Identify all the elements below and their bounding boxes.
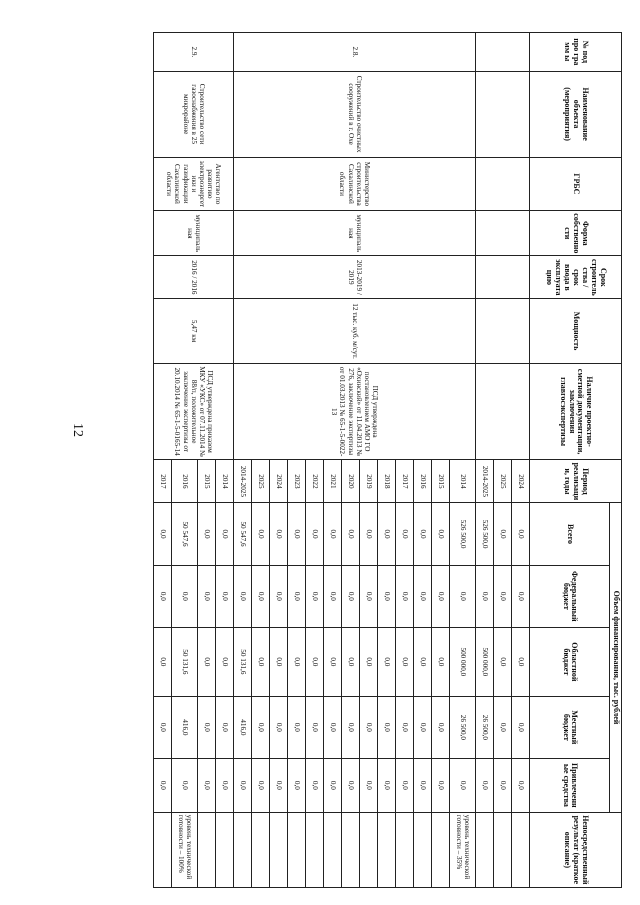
cell-total: 0,0: [252, 503, 270, 565]
cell-local: 0,0: [324, 696, 342, 758]
cell-year: 2024: [512, 460, 530, 503]
cell-other: 0,0: [360, 759, 378, 813]
cell-total: 0,0: [414, 503, 432, 565]
cell-federal: 0,0: [476, 565, 494, 627]
cell-regional: 0,0: [494, 627, 512, 696]
cell-other: 0,0: [306, 759, 324, 813]
cell-regional: 0,0: [512, 627, 530, 696]
cell-other: 0,0: [476, 759, 494, 813]
empty-cell: [476, 71, 530, 157]
header-federal: Федеральный бюджет: [530, 565, 610, 627]
project-ownership: муниципальная: [154, 211, 234, 256]
project-term: 2016 / 2016: [154, 256, 234, 299]
cell-year: 2019: [360, 460, 378, 503]
project-ownership: муниципальная: [234, 211, 476, 256]
cell-local: 0,0: [414, 696, 432, 758]
cell-total: 0,0: [270, 503, 288, 565]
cell-local: 0,0: [198, 696, 216, 758]
cell-regional: 0,0: [324, 627, 342, 696]
cell-year: 2014: [450, 460, 476, 503]
table-row: [216, 33, 234, 888]
cell-regional: 0,0: [414, 627, 432, 696]
cell-result: [288, 812, 306, 887]
cell-result: [378, 812, 396, 887]
cell-other: 0,0: [512, 759, 530, 813]
cell-federal: 0,0: [172, 565, 198, 627]
cell-regional: 0,0: [252, 627, 270, 696]
project-capacity: 5,47 км: [154, 299, 234, 363]
cell-federal: 0,0: [252, 565, 270, 627]
cell-regional: 0,0: [360, 627, 378, 696]
finance-table: [153, 32, 622, 888]
cell-result: [324, 812, 342, 887]
cell-total: 0,0: [288, 503, 306, 565]
cell-total: 50 547,6: [172, 503, 198, 565]
cell-total: 526 500,0: [450, 503, 476, 565]
cell-other: 0,0: [288, 759, 306, 813]
cell-local: 0,0: [360, 696, 378, 758]
cell-result: уровень технической готовности – 35%: [450, 812, 476, 887]
cell-result: [414, 812, 432, 887]
cell-regional: 0,0: [342, 627, 360, 696]
cell-result: [512, 812, 530, 887]
empty-cell: [476, 363, 530, 460]
empty-cell: [476, 157, 530, 211]
project-capacity: 12 тыс. куб. м/сут.: [234, 299, 476, 363]
cell-total: 0,0: [198, 503, 216, 565]
project-grbs: Агентство по развитию электроэнергетики и газификации Сахалинской области: [154, 157, 234, 211]
cell-local: 0,0: [306, 696, 324, 758]
cell-total: 0,0: [154, 503, 172, 565]
project-docs: ПСД утверждена приказом МКУ «УКС» от 07.11.2014 № 88/п, положительное заключение экспертизы от 20.10.2014 № 65-1-5-0165-14: [154, 363, 234, 460]
cell-regional: 0,0: [306, 627, 324, 696]
cell-total: 0,0: [432, 503, 450, 565]
cell-federal: 0,0: [378, 565, 396, 627]
cell-total: 0,0: [306, 503, 324, 565]
cell-result: [270, 812, 288, 887]
page-number: 12: [70, 423, 85, 437]
cell-local: 26 500,0: [450, 696, 476, 758]
cell-federal: 0,0: [512, 565, 530, 627]
header-finance-group: Объем финансирования, тыс. рублей: [610, 503, 622, 812]
cell-regional: 0,0: [216, 627, 234, 696]
cell-federal: 0,0: [216, 565, 234, 627]
rotated-table-wrapper: [44, 32, 622, 888]
cell-federal: 0,0: [306, 565, 324, 627]
cell-year: 2021: [324, 460, 342, 503]
cell-local: 0,0: [216, 696, 234, 758]
cell-result: [234, 812, 252, 887]
cell-other: 0,0: [154, 759, 172, 813]
cell-local: 0,0: [512, 696, 530, 758]
cell-total: 0,0: [378, 503, 396, 565]
cell-regional: 0,0: [154, 627, 172, 696]
cell-year: 2023: [288, 460, 306, 503]
cell-other: 0,0: [324, 759, 342, 813]
cell-result: [432, 812, 450, 887]
project-num: 2.9.: [154, 33, 234, 72]
cell-total: 0,0: [342, 503, 360, 565]
cell-total: 0,0: [494, 503, 512, 565]
cell-result: [154, 812, 172, 887]
cell-year: 2017: [396, 460, 414, 503]
cell-result: [476, 812, 494, 887]
header-docs: Наличие проектно-сметной документации, заключения главгосэкспертизы: [530, 363, 622, 460]
cell-regional: 500 000,0: [476, 627, 494, 696]
cell-other: 0,0: [216, 759, 234, 813]
cell-year: 2017: [154, 460, 172, 503]
cell-year: 2016: [172, 460, 198, 503]
cell-year: 2016: [414, 460, 432, 503]
cell-federal: 0,0: [154, 565, 172, 627]
cell-local: 0,0: [154, 696, 172, 758]
header-total: Всего: [530, 503, 610, 565]
cell-federal: 0,0: [288, 565, 306, 627]
project-num: 2.8.: [234, 33, 476, 72]
cell-local: 0,0: [288, 696, 306, 758]
cell-result: [342, 812, 360, 887]
cell-federal: 0,0: [432, 565, 450, 627]
cell-total: 0,0: [216, 503, 234, 565]
cell-local: 0,0: [396, 696, 414, 758]
cell-year: 2014: [216, 460, 234, 503]
cell-year: 2018: [378, 460, 396, 503]
cell-other: 0,0: [378, 759, 396, 813]
project-docs: ПСД утверждена постановлением АМО ГО «Охинский» от 11.04.2013 № 276, заключение экспертизы от 01.03.2013 № 65-1-5-0022-13: [234, 363, 476, 460]
cell-year: 2025: [252, 460, 270, 503]
cell-total: 526 500,0: [476, 503, 494, 565]
cell-result: [360, 812, 378, 887]
cell-year: 2024: [270, 460, 288, 503]
cell-federal: 0,0: [270, 565, 288, 627]
cell-federal: 0,0: [450, 565, 476, 627]
cell-regional: 0,0: [396, 627, 414, 696]
cell-result: [494, 812, 512, 887]
cell-other: 0,0: [396, 759, 414, 813]
cell-regional: 0,0: [432, 627, 450, 696]
cell-other: 0,0: [432, 759, 450, 813]
cell-federal: 0,0: [324, 565, 342, 627]
empty-cell: [476, 256, 530, 299]
cell-result: [198, 812, 216, 887]
project-name: Строительство сети газоснабжения в 25 микрорайоне: [154, 71, 234, 157]
cell-federal: 0,0: [234, 565, 252, 627]
cell-local: 416,0: [172, 696, 198, 758]
project-term: 2013-2019 / 2019: [234, 256, 476, 299]
cell-local: 0,0: [378, 696, 396, 758]
cell-year: 2015: [198, 460, 216, 503]
cell-federal: 0,0: [414, 565, 432, 627]
cell-local: 0,0: [494, 696, 512, 758]
cell-other: 0,0: [198, 759, 216, 813]
cell-year: 2025: [494, 460, 512, 503]
cell-local: 0,0: [252, 696, 270, 758]
cell-regional: 0,0: [378, 627, 396, 696]
cell-result: уровень технической готовности – 100%: [172, 812, 198, 887]
cell-year: 2014-2025: [476, 460, 494, 503]
empty-cell: [476, 299, 530, 363]
cell-local: 0,0: [432, 696, 450, 758]
cell-other: 0,0: [252, 759, 270, 813]
table-row: [512, 33, 530, 888]
cell-other: 0,0: [270, 759, 288, 813]
header-num: № под про гра мм ы: [530, 33, 622, 72]
header-other: Привлеченные средства: [530, 759, 610, 813]
cell-total: 0,0: [512, 503, 530, 565]
cell-year: 2022: [306, 460, 324, 503]
cell-other: 0,0: [342, 759, 360, 813]
project-grbs: Министерство строительства Сахалинской области: [234, 157, 476, 211]
table-body: [154, 33, 530, 888]
cell-regional: 0,0: [198, 627, 216, 696]
empty-cell: [476, 211, 530, 256]
cell-year: 2015: [432, 460, 450, 503]
cell-other: 0,0: [414, 759, 432, 813]
cell-local: 26 500,0: [476, 696, 494, 758]
project-name: Строительство очистных сооружений в г. Охе: [234, 71, 476, 157]
cell-local: 0,0: [342, 696, 360, 758]
cell-other: 0,0: [450, 759, 476, 813]
cell-federal: 0,0: [342, 565, 360, 627]
cell-total: 0,0: [324, 503, 342, 565]
cell-regional: 500 000,0: [450, 627, 476, 696]
cell-federal: 0,0: [198, 565, 216, 627]
header-ownership: Форма собственности: [530, 211, 622, 256]
cell-regional: 50 131,6: [172, 627, 198, 696]
cell-total: 50 547,6: [234, 503, 252, 565]
cell-regional: 0,0: [270, 627, 288, 696]
header-grbs: ГРБС: [530, 157, 622, 211]
cell-local: 0,0: [270, 696, 288, 758]
cell-other: 0,0: [172, 759, 198, 813]
cell-result: [306, 812, 324, 887]
cell-total: 0,0: [360, 503, 378, 565]
cell-other: 0,0: [234, 759, 252, 813]
cell-federal: 0,0: [396, 565, 414, 627]
cell-result: [252, 812, 270, 887]
header-name: Наименование объекта (мероприятия): [530, 71, 622, 157]
cell-other: 0,0: [494, 759, 512, 813]
header-result: Непосредственный результат (краткое описание): [530, 812, 622, 887]
cell-year: 2020: [342, 460, 360, 503]
header-capacity: Мощность: [530, 299, 622, 363]
cell-result: [396, 812, 414, 887]
cell-regional: 50 131,6: [234, 627, 252, 696]
table-row: [450, 33, 476, 888]
cell-result: [216, 812, 234, 887]
cell-regional: 0,0: [288, 627, 306, 696]
cell-year: 2014-2025: [234, 460, 252, 503]
header-period: Период реализации, годы: [530, 460, 622, 503]
cell-federal: 0,0: [360, 565, 378, 627]
header-term: Срок строительства / срок ввода в эксплуатацию: [530, 256, 622, 299]
cell-federal: 0,0: [494, 565, 512, 627]
header-regional: Областной бюджет: [530, 627, 610, 696]
header-local: Местный бюджет: [530, 696, 610, 758]
empty-cell: [476, 33, 530, 72]
cell-local: 416,0: [234, 696, 252, 758]
cell-total: 0,0: [396, 503, 414, 565]
